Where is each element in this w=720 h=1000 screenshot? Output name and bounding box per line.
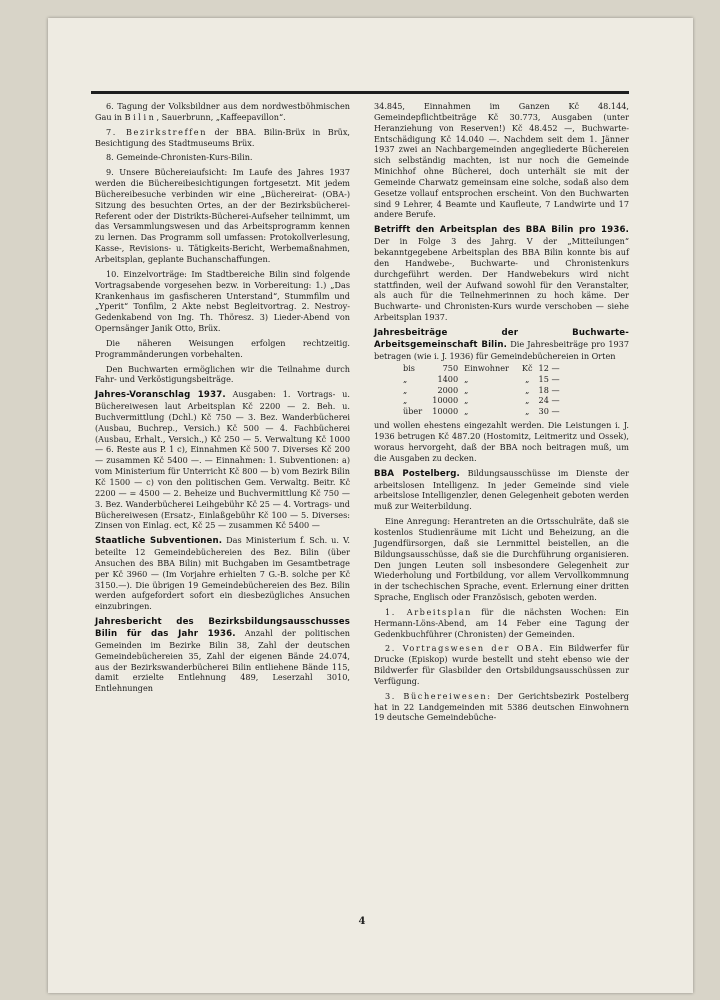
paragraph-text: der BBA. Bilin-Brüx in Brüx, Besichtigung des Stadtmuseums Brüx. [95,126,351,148]
paragraph-text: Die Jahresbeiträge pro 1937 betragen (wie i. J. 1936) für Gemeindebüchereien in Orten [374,338,630,361]
paragraph-text: Ein Bildwerfer für Drucke (Episkop) wurde bestellt und steht ebenso wie der Bildwerfer für Glasbilder den Ortsbildungsausschüssen zur Verfügung. [374,643,629,686]
section-heading-jahresbeitraege: Jahresbeiträge der Buchwarte-Arbeitsgemeinschaft Bilin. [374,327,629,350]
fee-population: 2000 [437,384,459,395]
fee-currency: „ [525,374,530,384]
paragraph-text: Ausgaben: 1. Vortrags- u. Büchereiwesen laut Arbeitsplan Kč 2200 — 2. Beh. u. Buchvermittlung (Dchl.) Kč 750 — 3. Bez. Wanderbücherei (Ausbau, Buchrep., Versich.) Kč 500 — 4. Fachbücherei (Ausbau, Erhalt., Versich.,) Kč 250 — 5. Verwaltung Kč 1000 — 6. Reste aus P. 1 c), Einnahmen Kč 500 7. Diverses Kč 200 — zusammen Kč 5400 —. — Einnahmen: 1. Subventionen: a) vom Ministerium für Unterricht Kč 800 — b) vom Bezirk Bilin Kč 1500 — c) von den politischen Gem. Verwaltg. Beitr. Kč 2200 — = 4500 — 2. Beheize und Buchvermittlung Kč 750 — 3. Bez. Wanderbücherei Leihgebühr Kč 25 — 4. Vortrags- und Büchereiwesen (Ersatz-, Einlaßgebühr Kč 100 — 5. Diverses: Zinsen von Einlag. ect, Kč 25 — zusammen Kč 5400 — [95,389,350,531]
fee-amount: 15 — [538,374,560,384]
fee-amount: 30 — [538,405,560,416]
paragraph-chronisten-kurs: 8. Gemeinde-Chronisten-Kurs-Bilin. [106,152,253,163]
paragraph-jahresbeitraege [374,327,629,362]
page-number: 4 [358,916,366,927]
paragraph-arbeitsplan-1936 [374,224,629,323]
paragraph-leistungen: und wollen ehestens eingezahlt werden. Die Leistungen i. J. 1936 betrugen Kč 487.20 (Hostomitz, Leitmeritz und Ossek), woraus hervorgeht, daß der BBA noch beitragen muß, um die Ausgaben zu decken. [374,420,629,463]
paragraph-voranschlag [95,389,350,531]
section-heading-voranschlag: Jahres-Voranschlag 1937. [95,390,226,401]
left-column [95,101,350,694]
fee-prefix: „ [403,374,408,384]
fee-unit: „ [464,405,469,416]
paragraph-text: Der Gerichtsbezirk Postelberg hat in 22 Landgemeinden mit 5386 deutschen Einwohnern 19 deutsche Gemeindebüche- [374,690,629,723]
fee-row [400,406,563,417]
section-heading-arbeitsplan: Betrifft den Arbeitsplan des BBA Bilin pro 1936. [374,225,629,236]
paragraph-weisungen: Die näheren Weisungen erfolgen rechtzeitig. Programmänderungen vorbehalten. [95,337,350,359]
fee-unit: „ [464,374,469,384]
paragraph-anregung: Eine Anregung: Herantreten an die Ortsschulräte, daß sie kostenlos Studienräume mit Licht und Beheizung, an die Jugendfürsorgen, daß sie Lernmittel beistellen, an die Bildungsausschüsse, daß sie die Durchführung organisieren. Den jungen Leuten soll insbesondere Gelegenheit zur Wiederholung und Fortbildung, vor allem Vervollkommnung in der tschechischen Sprache, event. Erlernung einer dritten Sprache, Englisch oder Französisch, geboten werden. [374,516,629,603]
section-heading-jahresbericht: Jahresbericht des Bezirksbildungsausschusses Bilin für das Jahr 1936. [95,617,350,639]
spaced-heading: 1. Arbeitsplan [385,606,473,617]
fee-row [400,395,563,406]
paragraph-postelberg [374,468,629,512]
fee-currency: „ [525,395,530,406]
fee-unit: „ [464,384,469,395]
fee-prefix: „ [403,395,408,406]
paragraph-text: Bildungsausschüsse im Dienste der arbeitslosen Intelligenz. In jeder Gemeinde sind viele arbeitslose Intelligenzler, denen Gelegenheit geboten werden muß zur Weiterbildung. [374,467,629,512]
paragraph-jahresbericht [95,616,350,694]
paragraph-einzelvortraege: 10. Einzelvorträge: Im Stadtbereiche Bilin sind folgende Vortragsabende vorgesehen bezw. in Vorbereitung: 1.) „Das Krankenhaus im gasfischeren Unterstand“, Stummfilm und „Yperit“ Tonfilm, 2 Akte nebst Begleitvortrag. 2. Nestroy-Gedenkabend von Ing. Th. Thöresz. 3) Lieder-Abend von Opernsänger Janik Otto, Brüx. [95,268,350,334]
spaced-heading: 3. Büchereiwesen: [385,690,492,701]
paragraph-arbeitsplan-wochen [374,607,629,640]
paragraph-text: Der in Folge 3 des Jahrg. V der „Mitteilungen“ bekanntgegebene Arbeitsplan des BBA Bilin konnte bis auf den Handwebe-, Buchwarte- und Chronistenkurs durchgeführt werden. Der Handwebekurs wird nicht stattfinden, weil der Aufwand sowohl für den Veranstalter, als auch für die Teilnehmerinnen zu hoch käme. Der Buchwarte- und Chronisten-Kurs wurde verschoben — siehe Arbeitsplan 1937. [374,236,629,323]
paragraph-buechereiaufsicht: 9. Unsere Büchereiaufsicht: Im Laufe des Jahres 1937 werden die Büchereibesichtigungen fortgesetzt. Mit jedem Büchereibesuche verbinden wir eine „Büchereirat- (OBA-) Sitzung des besuchten Ortes, an der der Bezirksbücherei-Referent oder der Distrikts-Bücherei-Aufseher teilnimmt, um das Versammlungswesen und das Arbeitsprogramm kennen zu lernen. Das Programm soll umfassen: Protokollverlesung, Kasse-, Revisions- u. Tätigkeits-Bericht, Werbemaßnahmen, Arbeitsplan, geplante Buchanschaffungen. [95,167,350,264]
fee-row [400,374,563,385]
fee-unit: Einwohner [464,363,509,374]
paragraph-statistik: 34.845, Einnahmen im Ganzen Kč 48.144, Gemeindepflichtbeiträge Kč 30.773, Ausgaben (unter Heranziehung von Reserven!) Kč 48.452 —, Buchwarte-Entschädigung Kč 14.040 —. Nachdem seit dem 1. Jänner 1937 zwei an Nachbargemeinden angegliederte Büchereien sich selbständig machten, ist nur noch die Gemeinde Minichhof ohne Bücherei, doch unterhält sie mit der Gemeinde Charwatz gemeinsam eine solche, sodaß also dem Gesetze vollauf entsprochen erscheint. Von den Buchwarten sind 9 Lehrer, 4 Beamte und Kaufleute, 7 Landwirte und 17 andere Berufe. [374,101,629,220]
fee-unit: „ [464,395,469,406]
fee-prefix: bis [403,363,415,374]
fee-currency: „ [525,384,530,395]
paragraph-subventionen [95,535,350,612]
fee-prefix: über [403,405,423,416]
fee-row [400,363,563,374]
section-heading-subventionen: Staatliche Subventionen. [95,536,223,547]
paragraph-buechereiwesen [374,691,629,724]
spaced-heading: 2. Vortragswesen der OBA. [385,643,545,654]
fee-population: 10000 [432,395,459,406]
fee-prefix: „ [403,384,408,395]
paragraph-bezirkstreffen [95,127,350,149]
fee-currency: „ [525,405,530,416]
fee-currency: Kč [521,363,533,374]
section-heading-postelberg: BBA Postelberg. [374,468,460,479]
paragraph-volksbildner-tagung: 6. Tagung der Volksbildner aus dem nordwestböhmischen Gau in B i l i n , Sauerbrunn, „Kaffeepavillon“. [95,101,350,122]
fee-row [400,385,563,396]
spaced-heading: 7. Bezirkstreffen [106,126,208,137]
fee-amount: 12 — [538,363,560,374]
fee-amount: 18 — [538,384,560,395]
paragraph-vortragswesen [374,643,629,686]
fee-population: 10000 [432,405,459,416]
header-rule [91,91,629,94]
paragraph-text: Anzahl der politischen Gemeinden im Bezirke Bilin 38, Zahl der deutschen Gemeindebüchereien 35, Zahl der eigenen Bände 24.074, aus der Bezirkswanderbücherei Bilin entliehene Bände 115, damit erzielte Entlehnung 489, Leserzahl 3010, Entlehnungen [95,627,350,694]
right-column [374,101,629,723]
fee-table [400,363,563,416]
fee-population: 750 [442,363,459,374]
fee-amount: 24 — [538,395,560,406]
fee-population: 1400 [437,374,459,384]
paragraph-text: Das Ministerium f. Sch. u. V. beteilte 12 Gemeindebüchereien des Bez. Bilin (über Ansuchen des BBA Bilin) mit Buchgaben im Gesamtbetrage per Kč 3960 — (Im Vorjahre erhielten 7 G.-B. solche per Kč 3150.—). Die übrigen 19 Gemeindebüchereien des Bez. Bilin werden aufgefordert sofort ein diesbezügliches Ansuchen einzubringen. [95,535,350,612]
paragraph-buchwarten: Den Buchwarten ermöglichen wir die Teilnahme durch Fahr- und Verköstigungsbeiträge. [95,363,350,385]
paragraph-text: für die nächsten Wochen: Ein Hermann-Löns-Abend, am 14 Feber eine Tagung der Gedenkbuchführer (Chronisten) der Gemeinden. [374,606,630,639]
